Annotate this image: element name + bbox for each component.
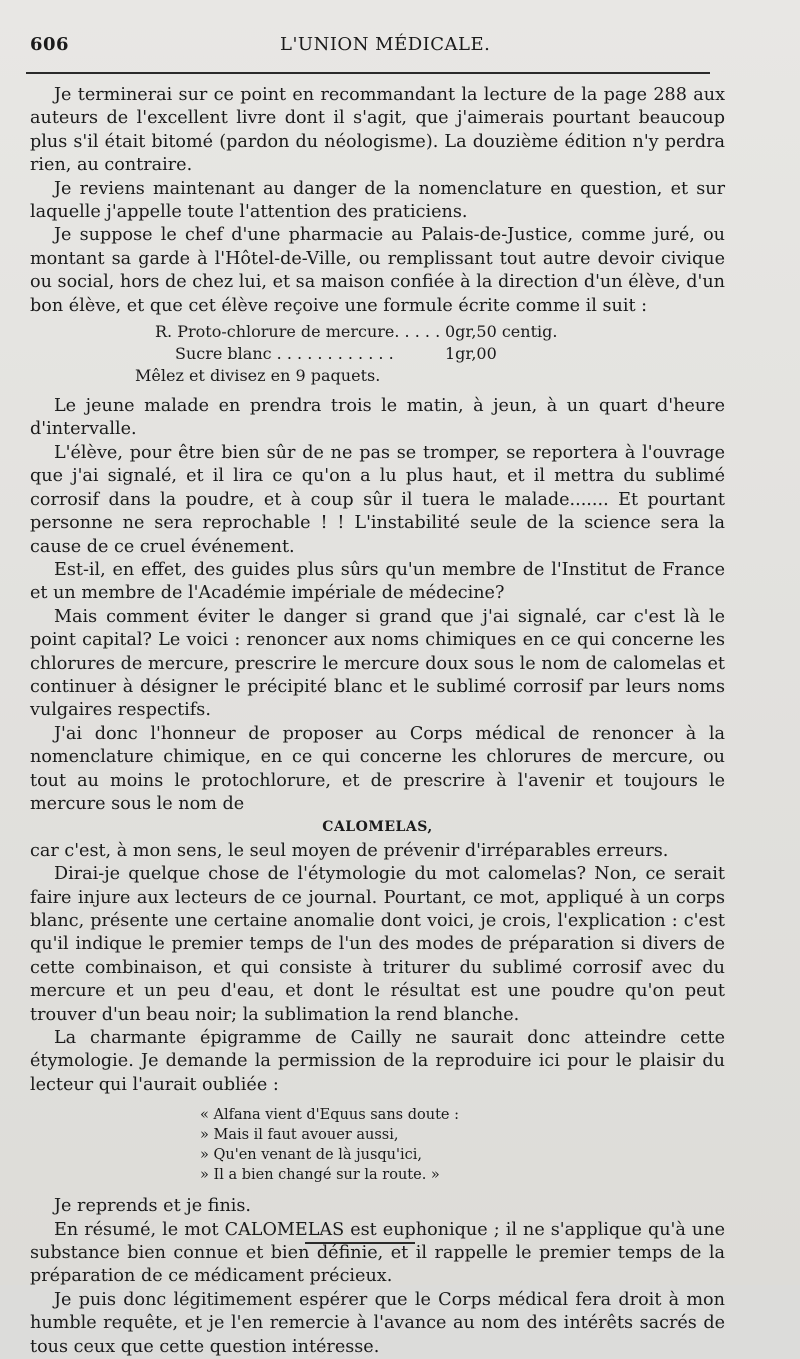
paragraph: J'ai donc l'honneur de proposer au Corps médical de renoncer à la nomenclature chimique, en ce qui concerne les chlorures de mercure, ou tout au moins le protochlorure, et de prescrire à l'avenir et toujours le mercure sous le nom de [30,723,725,814]
formula-dose: 0gr,50 centig. [445,322,558,342]
formula-ingredient: R. Proto-chlorure de mercure. . . . . [155,322,441,342]
epigram-poem [200,1105,725,1185]
header-rule [26,72,710,74]
paragraph: L'élève, pour être bien sûr de ne pas se tromper, se reportera à l'ouvrage que j'ai signalé, et il lira ce qu'on a lu plus haut, et il mettra du sublimé corrosif dans la poudre, et à coup sûr il tuera le malade....... Et pourtant personne ne sera reprochable ! ! L'instabilité seule de la science sera la cause de ce cruel événement. [30,442,725,557]
formula-dose: 1gr,00 [445,344,497,364]
paragraph: Dirai-je quelque chose de l'étymologie du mot calomelas? Non, ce serait faire injure aux lecteurs de ce journal. Pourtant, ce mot, appliqué à un corps blanc, présente une certaine anomalie dont voici, je crois, l'explication : c'est qu'il indique le premier temps de l'un des modes de préparation si divers de cette combinaison, et qui consiste à triturer du sublimé corrosif avec du mercure et un peu d'eau, et dont le résultat est une poudre qu'on peut trouver d'un beau noir; la sublimation la rend blanche. [30,864,725,1025]
paragraph: Je terminerai sur ce point en recommandant la lecture de la page 288 aux auteurs de l'excellent livre dont il s'agit, que j'aimerais pourtant beaucoup plus s'il était bitomé (pardon du néologisme). La douzième édition n'y perdra rien, au contraire. [30,85,725,176]
journal-title: L'UNION MÉDICALE. [280,34,491,55]
paragraph: Je reprends et je finis. [54,1196,252,1217]
paragraph: Je reviens maintenant au danger de la nomenclature en question, et sur laquelle j'appelle toute l'attention des praticiens. [30,178,725,223]
paragraph: car c'est, à mon sens, le seul moyen de prévenir d'irréparables erreurs. [30,840,669,861]
formula-ingredient: Sucre blanc . . . . . . . . . . . . [175,344,394,364]
poem-line: » Qu'en venant de là jusqu'ici, [200,1147,423,1164]
article-body [30,84,725,1359]
paragraph: En résumé, le mot CALOMELAS est euphonique ; il ne s'applique qu'à une substance bien connue et bien définie, et il rappelle le premier temps de la préparation de ce médicament précieux. [30,1219,725,1287]
end-rule [305,1242,415,1244]
page-number: 606 [30,34,70,55]
poem-line: » Il a bien changé sur la route. » [200,1167,440,1184]
formula-instruction: Mêlez et divisez en 9 paquets. [135,366,381,386]
paragraph: Je suppose le chef d'une pharmacie au Palais-de-Justice, comme juré, ou montant sa garde à l'Hôtel-de-Ville, ou remplissant tout autre devoir civique ou social, hors de chez lui, et sa maison confiée à la direction d'un élève, d'un bon élève, et que cet élève reçoive une formule écrite comme il suit : [30,225,725,316]
paragraph: Mais comment éviter le danger si grand que j'ai signalé, car c'est là le point capital? Le voici : renoncer aux noms chimiques en ce qui concerne les chlorures de mercure, prescrire le mercure doux sous le nom de calomelas et continuer à désigner le précipité blanc et le sublimé corrosif par leurs noms vulgaires respectifs. [30,606,725,721]
prescription-formula [135,321,725,387]
poem-line: « Alfana vient d'Equus sans doute : [200,1107,459,1124]
calomelas-heading: CALOMELAS, [322,819,433,836]
paragraph: Je puis donc légitimement espérer que le Corps médical fera droit à mon humble requête, et je l'en remercie à l'avance au nom des intérêts sacrés de tous ceux que cette question intéresse. [30,1289,725,1357]
paragraph: La charmante épigramme de Cailly ne saurait donc atteindre cette étymologie. Je demande la permission de la reproduire ici pour le plaisir du lecteur qui l'aurait oubliée : [30,1028,725,1095]
paragraph: Le jeune malade en prendra trois le matin, à jeun, à un quart d'heure d'intervalle. [30,396,725,440]
paragraph: Est-il, en effet, des guides plus sûrs qu'un membre de l'Institut de France et un membre de l'Académie impériale de médecine? [30,559,725,604]
poem-line: » Mais il faut avouer aussi, [200,1127,399,1144]
